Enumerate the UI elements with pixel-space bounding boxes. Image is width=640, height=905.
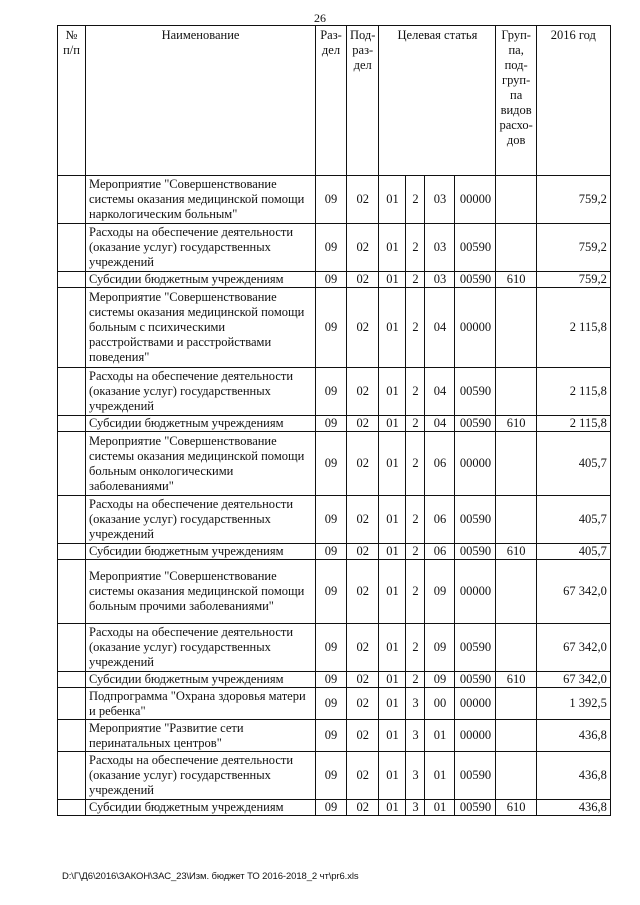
row-expense-group bbox=[496, 560, 536, 624]
row-target-event: 06 bbox=[425, 544, 455, 560]
row-amount: 2 115,8 bbox=[536, 368, 610, 416]
row-target-event: 03 bbox=[425, 176, 455, 224]
row-target-direction: 00590 bbox=[455, 672, 496, 688]
row-target-event: 03 bbox=[425, 224, 455, 272]
row-num bbox=[58, 624, 86, 672]
row-num bbox=[58, 544, 86, 560]
table-row bbox=[58, 752, 611, 800]
row-name: Субсидии бюджетным учреждениям bbox=[86, 544, 316, 560]
row-target-subprogram: 2 bbox=[406, 544, 425, 560]
row-target-program: 01 bbox=[379, 720, 406, 752]
row-podrazdel: 02 bbox=[347, 544, 379, 560]
row-podrazdel: 02 bbox=[347, 272, 379, 288]
table-row bbox=[58, 720, 611, 752]
row-amount: 436,8 bbox=[536, 800, 610, 816]
row-amount: 405,7 bbox=[536, 544, 610, 560]
table-row bbox=[58, 432, 611, 496]
table-row bbox=[58, 672, 611, 688]
row-razdel: 09 bbox=[316, 800, 347, 816]
row-podrazdel: 02 bbox=[347, 752, 379, 800]
table-row bbox=[58, 224, 611, 272]
row-name: Мероприятие "Совершенствование системы оказания медицинской помощи больным онкологическими заболеваниями" bbox=[86, 432, 316, 496]
row-target-direction: 00000 bbox=[455, 176, 496, 224]
row-name: Расходы на обеспечение деятельности (оказание услуг) государственных учреждений bbox=[86, 624, 316, 672]
row-expense-group: 610 bbox=[496, 272, 536, 288]
row-amount: 405,7 bbox=[536, 496, 610, 544]
row-razdel: 09 bbox=[316, 288, 347, 368]
row-target-direction: 00590 bbox=[455, 544, 496, 560]
row-num bbox=[58, 272, 86, 288]
row-expense-group bbox=[496, 688, 536, 720]
row-target-direction: 00590 bbox=[455, 624, 496, 672]
row-expense-group bbox=[496, 288, 536, 368]
row-target-event: 03 bbox=[425, 272, 455, 288]
row-num bbox=[58, 800, 86, 816]
row-name: Субсидии бюджетным учреждениям bbox=[86, 800, 316, 816]
row-razdel: 09 bbox=[316, 544, 347, 560]
row-podrazdel: 02 bbox=[347, 560, 379, 624]
row-razdel: 09 bbox=[316, 752, 347, 800]
row-target-subprogram: 3 bbox=[406, 752, 425, 800]
row-target-subprogram: 2 bbox=[406, 416, 425, 432]
table-row bbox=[58, 544, 611, 560]
budget-table bbox=[57, 25, 611, 816]
row-razdel: 09 bbox=[316, 496, 347, 544]
row-target-direction: 00590 bbox=[455, 368, 496, 416]
row-name: Мероприятие "Совершенствование системы оказания медицинской помощи наркологическим больным" bbox=[86, 176, 316, 224]
table-header-row bbox=[58, 26, 611, 176]
row-amount: 2 115,8 bbox=[536, 288, 610, 368]
row-target-program: 01 bbox=[379, 272, 406, 288]
row-expense-group bbox=[496, 720, 536, 752]
row-target-subprogram: 2 bbox=[406, 624, 425, 672]
row-target-subprogram: 2 bbox=[406, 368, 425, 416]
row-target-program: 01 bbox=[379, 224, 406, 272]
table-row bbox=[58, 624, 611, 672]
row-razdel: 09 bbox=[316, 432, 347, 496]
row-target-subprogram: 2 bbox=[406, 672, 425, 688]
table-row bbox=[58, 800, 611, 816]
row-target-program: 01 bbox=[379, 800, 406, 816]
row-target-event: 04 bbox=[425, 368, 455, 416]
row-podrazdel: 02 bbox=[347, 720, 379, 752]
row-num bbox=[58, 560, 86, 624]
row-amount: 2 115,8 bbox=[536, 416, 610, 432]
row-target-program: 01 bbox=[379, 752, 406, 800]
header-name: Наименование bbox=[86, 26, 316, 176]
row-target-direction: 00590 bbox=[455, 224, 496, 272]
row-expense-group: 610 bbox=[496, 544, 536, 560]
row-target-program: 01 bbox=[379, 416, 406, 432]
header-podrazdel: Под- раз- дел bbox=[347, 26, 379, 176]
row-target-subprogram: 2 bbox=[406, 176, 425, 224]
row-target-direction: 00000 bbox=[455, 688, 496, 720]
row-amount: 436,8 bbox=[536, 720, 610, 752]
row-expense-group: 610 bbox=[496, 416, 536, 432]
row-target-event: 09 bbox=[425, 672, 455, 688]
row-expense-group bbox=[496, 176, 536, 224]
row-target-event: 00 bbox=[425, 688, 455, 720]
row-expense-group: 610 bbox=[496, 672, 536, 688]
header-group: Груп- па, под- груп- па видов расхо- дов bbox=[496, 26, 536, 176]
row-razdel: 09 bbox=[316, 624, 347, 672]
page-number: 26 bbox=[314, 11, 326, 25]
row-target-direction: 00590 bbox=[455, 496, 496, 544]
row-podrazdel: 02 bbox=[347, 224, 379, 272]
header-razdel: Раз- дел bbox=[316, 26, 347, 176]
row-target-direction: 00000 bbox=[455, 560, 496, 624]
row-num bbox=[58, 224, 86, 272]
row-podrazdel: 02 bbox=[347, 176, 379, 224]
row-target-subprogram: 2 bbox=[406, 560, 425, 624]
row-target-subprogram: 2 bbox=[406, 496, 425, 544]
row-num bbox=[58, 720, 86, 752]
row-expense-group bbox=[496, 224, 536, 272]
table-row bbox=[58, 288, 611, 368]
row-target-event: 09 bbox=[425, 560, 455, 624]
row-num bbox=[58, 688, 86, 720]
row-target-program: 01 bbox=[379, 432, 406, 496]
row-target-subprogram: 2 bbox=[406, 432, 425, 496]
row-podrazdel: 02 bbox=[347, 368, 379, 416]
row-target-event: 09 bbox=[425, 624, 455, 672]
row-target-event: 06 bbox=[425, 496, 455, 544]
row-razdel: 09 bbox=[316, 720, 347, 752]
row-target-program: 01 bbox=[379, 560, 406, 624]
row-podrazdel: 02 bbox=[347, 496, 379, 544]
row-target-event: 01 bbox=[425, 752, 455, 800]
row-amount: 759,2 bbox=[536, 272, 610, 288]
row-name: Расходы на обеспечение деятельности (оказание услуг) государственных учреждений bbox=[86, 224, 316, 272]
row-target-program: 01 bbox=[379, 672, 406, 688]
row-target-program: 01 bbox=[379, 496, 406, 544]
row-amount: 67 342,0 bbox=[536, 624, 610, 672]
row-target-program: 01 bbox=[379, 368, 406, 416]
row-podrazdel: 02 bbox=[347, 624, 379, 672]
row-amount: 67 342,0 bbox=[536, 672, 610, 688]
row-amount: 1 392,5 bbox=[536, 688, 610, 720]
header-year: 2016 год bbox=[536, 26, 610, 176]
row-num bbox=[58, 368, 86, 416]
row-target-program: 01 bbox=[379, 544, 406, 560]
header-num: № п/п bbox=[58, 26, 86, 176]
row-razdel: 09 bbox=[316, 416, 347, 432]
row-target-subprogram: 2 bbox=[406, 288, 425, 368]
row-podrazdel: 02 bbox=[347, 672, 379, 688]
table-row bbox=[58, 176, 611, 224]
row-amount: 67 342,0 bbox=[536, 560, 610, 624]
header-target: Целевая статья bbox=[379, 26, 496, 176]
row-expense-group: 610 bbox=[496, 800, 536, 816]
table-row bbox=[58, 368, 611, 416]
row-name: Субсидии бюджетным учреждениям bbox=[86, 416, 316, 432]
row-razdel: 09 bbox=[316, 688, 347, 720]
row-target-direction: 00000 bbox=[455, 720, 496, 752]
row-target-event: 04 bbox=[425, 416, 455, 432]
row-target-subprogram: 2 bbox=[406, 224, 425, 272]
row-razdel: 09 bbox=[316, 272, 347, 288]
row-target-direction: 00590 bbox=[455, 752, 496, 800]
row-name: Субсидии бюджетным учреждениям bbox=[86, 672, 316, 688]
row-name: Расходы на обеспечение деятельности (оказание услуг) государственных учреждений bbox=[86, 496, 316, 544]
row-expense-group bbox=[496, 368, 536, 416]
row-podrazdel: 02 bbox=[347, 416, 379, 432]
row-razdel: 09 bbox=[316, 224, 347, 272]
row-num bbox=[58, 176, 86, 224]
row-razdel: 09 bbox=[316, 368, 347, 416]
row-name: Мероприятие "Совершенствование системы оказания медицинской помощи больным прочими заболеваниями" bbox=[86, 560, 316, 624]
row-name: Субсидии бюджетным учреждениям bbox=[86, 272, 316, 288]
row-razdel: 09 bbox=[316, 560, 347, 624]
row-target-program: 01 bbox=[379, 688, 406, 720]
row-target-event: 01 bbox=[425, 720, 455, 752]
row-target-direction: 00000 bbox=[455, 288, 496, 368]
row-target-direction: 00590 bbox=[455, 416, 496, 432]
row-num bbox=[58, 672, 86, 688]
row-num bbox=[58, 288, 86, 368]
row-num bbox=[58, 496, 86, 544]
row-name: Расходы на обеспечение деятельности (оказание услуг) государственных учреждений bbox=[86, 752, 316, 800]
row-amount: 405,7 bbox=[536, 432, 610, 496]
row-amount: 759,2 bbox=[536, 176, 610, 224]
row-name: Подпрограмма "Охрана здоровья матери и ребенка" bbox=[86, 688, 316, 720]
row-razdel: 09 bbox=[316, 176, 347, 224]
row-target-event: 01 bbox=[425, 800, 455, 816]
row-target-program: 01 bbox=[379, 176, 406, 224]
row-podrazdel: 02 bbox=[347, 800, 379, 816]
row-target-direction: 00590 bbox=[455, 272, 496, 288]
table-row bbox=[58, 272, 611, 288]
row-target-subprogram: 3 bbox=[406, 800, 425, 816]
row-target-subprogram: 3 bbox=[406, 688, 425, 720]
table-row bbox=[58, 688, 611, 720]
row-amount: 759,2 bbox=[536, 224, 610, 272]
row-num bbox=[58, 416, 86, 432]
row-name: Расходы на обеспечение деятельности (оказание услуг) государственных учреждений bbox=[86, 368, 316, 416]
row-target-program: 01 bbox=[379, 288, 406, 368]
row-name: Мероприятие "Развитие сети перинатальных центров" bbox=[86, 720, 316, 752]
row-expense-group bbox=[496, 624, 536, 672]
row-target-direction: 00000 bbox=[455, 432, 496, 496]
row-target-subprogram: 2 bbox=[406, 272, 425, 288]
table-row bbox=[58, 496, 611, 544]
row-target-event: 06 bbox=[425, 432, 455, 496]
row-num bbox=[58, 432, 86, 496]
row-expense-group bbox=[496, 752, 536, 800]
file-path-footer: D:\Г\Д6\2016\ЗАКОН\ЗАС_23\Изм. бюджет ТО 2016-2018_2 чт\pr6.xls bbox=[62, 871, 359, 882]
table-row bbox=[58, 560, 611, 624]
row-amount: 436,8 bbox=[536, 752, 610, 800]
row-target-event: 04 bbox=[425, 288, 455, 368]
row-podrazdel: 02 bbox=[347, 432, 379, 496]
row-razdel: 09 bbox=[316, 672, 347, 688]
row-target-program: 01 bbox=[379, 624, 406, 672]
row-podrazdel: 02 bbox=[347, 288, 379, 368]
row-target-subprogram: 3 bbox=[406, 720, 425, 752]
row-expense-group bbox=[496, 496, 536, 544]
row-podrazdel: 02 bbox=[347, 688, 379, 720]
row-target-direction: 00590 bbox=[455, 800, 496, 816]
row-expense-group bbox=[496, 432, 536, 496]
row-num bbox=[58, 752, 86, 800]
table-row bbox=[58, 416, 611, 432]
row-name: Мероприятие "Совершенствование системы оказания медицинской помощи больным с психическими расстройствами и расстройствами поведения" bbox=[86, 288, 316, 368]
